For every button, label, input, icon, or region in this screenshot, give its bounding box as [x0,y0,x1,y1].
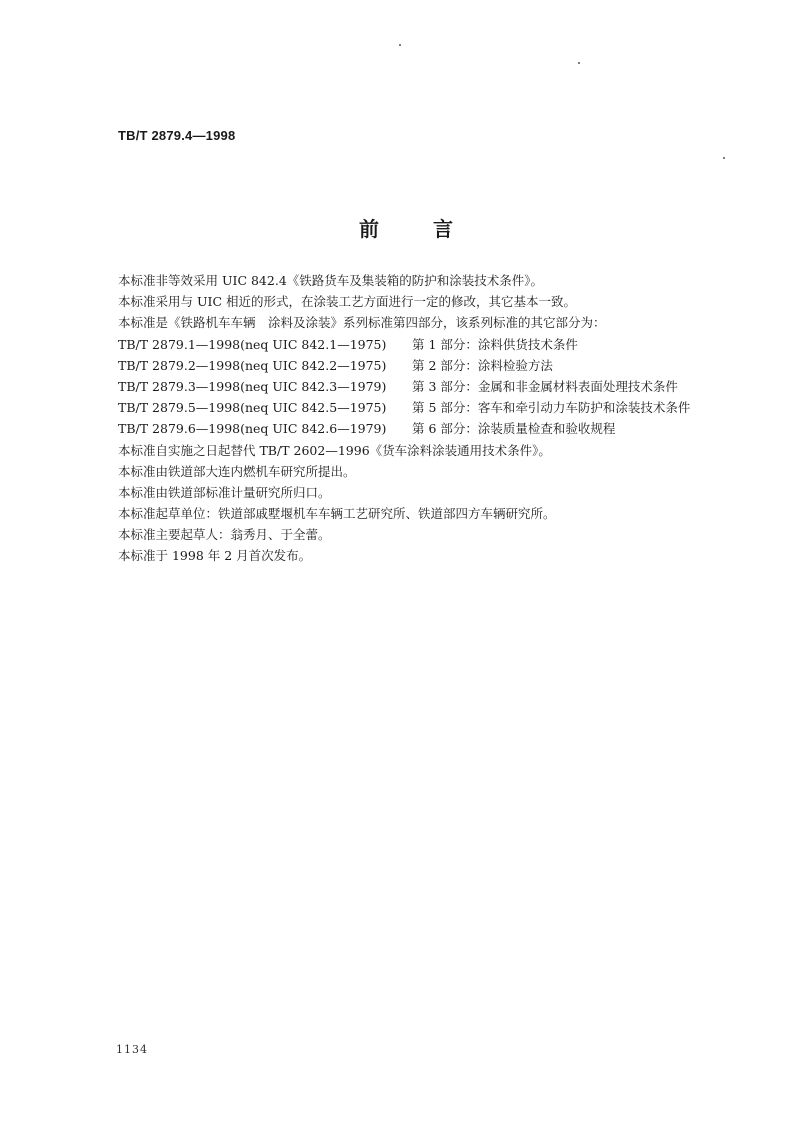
scan-speck [578,62,580,64]
series-part-row [118,376,748,397]
paragraph-administrator: 本标准由铁道部标准计量研究所归口。 [118,484,331,500]
series-part-row [118,355,748,376]
series-part-row [118,334,748,355]
part-code: TB/T 2879.2—1998(neq UIC 842.2—1975) [118,357,387,373]
paragraph-adoption: 本标准非等效采用 UIC 842.4《铁路货车及集装箱的防护和涂装技术条件》。 [118,273,544,288]
part-description: 第 1 部分：涂料供货技术条件 [412,336,578,352]
paragraph-replacement: 本标准自实施之日起替代 TB/T 2602—1996《货车涂料涂装通用技术条件》。 [118,442,551,458]
paragraph-form: 本标准采用与 UIC 相近的形式，在涂装工艺方面进行一定的修改，其它基本一致。 [118,294,576,310]
series-part-row [118,397,748,418]
paragraph-drafting-units: 本标准起草单位：铁道部戚墅堰机车车辆工艺研究所、铁道部四方车辆研究所。 [118,506,556,522]
part-code: TB/T 2879.5—1998(neq UIC 842.5—1975) [118,400,387,416]
paragraph-proposer: 本标准由铁道部大连内燃机车研究所提出。 [118,463,356,479]
page-title [0,213,800,242]
paragraph-first-release: 本标准于 1998 年 2 月首次发布。 [118,548,312,564]
part-code: TB/T 2879.1—1998(neq UIC 842.1—1975) [118,336,387,352]
part-description: 第 6 部分：涂装质量检查和验收规程 [412,421,616,437]
part-description: 第 2 部分：涂料检验方法 [412,357,553,373]
part-description: 第 3 部分：金属和非金属材料表面处理技术条件 [412,378,678,394]
part-code: TB/T 2879.6—1998(neq UIC 842.6—1979) [118,421,387,437]
title-char-2: 言 [433,217,453,241]
part-description: 第 5 部分：客车和牵引动力车防护和涂装技术条件 [412,400,691,416]
paragraph-series: 本标准是《铁路机车车辆 涂料及涂装》系列标准第四部分，该系列标准的其它部分为： [118,315,606,331]
foreword-body [118,270,748,567]
series-part-row [118,418,748,439]
title-char-1: 前 [359,217,379,241]
standard-code: TB/T 2879.4—1998 [118,128,236,143]
part-code: TB/T 2879.3—1998(neq UIC 842.3—1979) [118,378,387,394]
page-number: 1134 [116,1043,148,1056]
paragraph-drafters: 本标准主要起草人：翁秀月、于全蕾。 [118,527,331,543]
scan-speck [723,157,725,159]
scan-speck [399,44,401,46]
